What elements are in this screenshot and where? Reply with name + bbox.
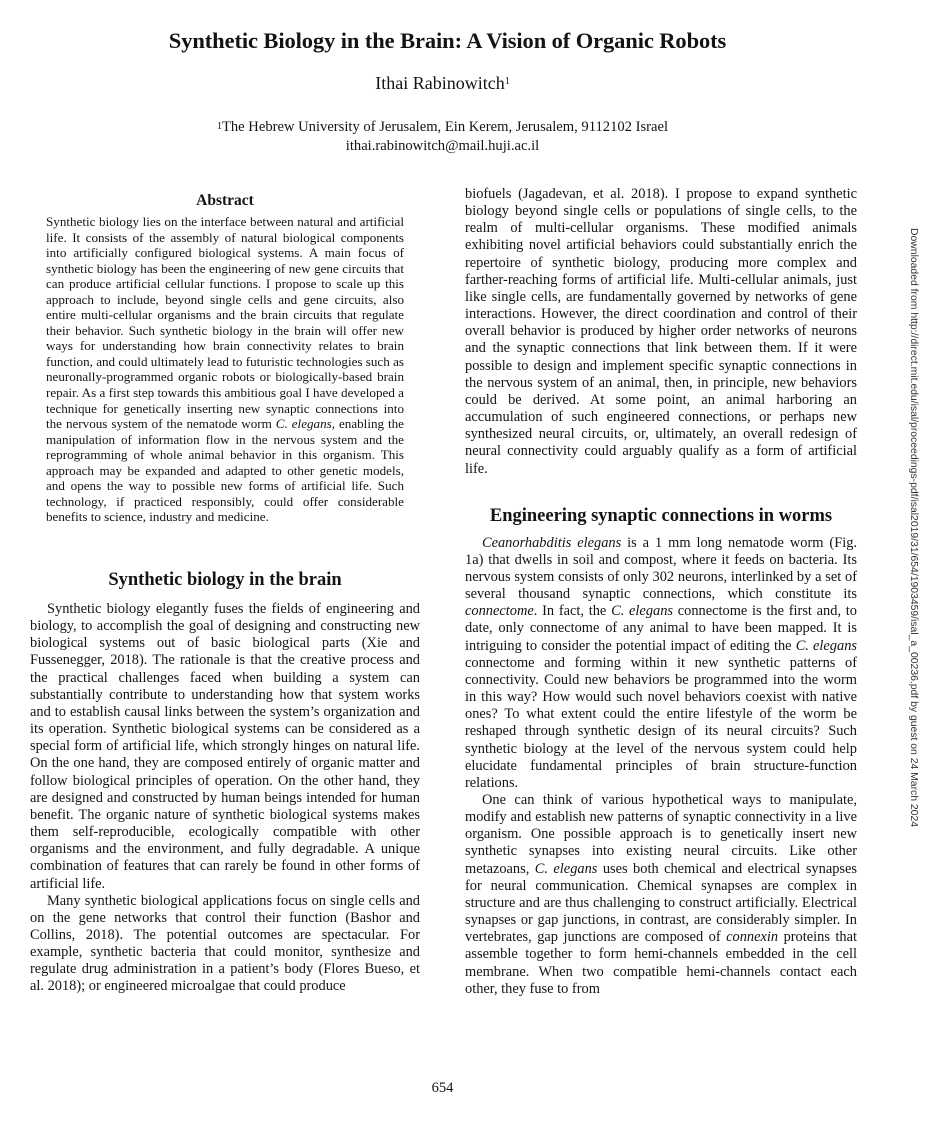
body-paragraph	[465, 792, 857, 998]
section-heading-synthetic-biology-brain: Synthetic biology in the brain	[108, 570, 342, 590]
abstract-species-name: C. elegans	[275, 416, 332, 432]
affiliation-line	[0, 118, 885, 137]
download-stamp-text: Downloaded from http://direct.mit.edu/isal/proceedings-pdf/isal2019/31/654/1903459/isal_a_00236.pdf by guest on 24 March 2024	[908, 228, 919, 828]
author-line	[0, 72, 885, 94]
term-connexin: connexin	[726, 929, 779, 946]
body-paragraph: Synthetic biology elegantly fuses the fields of engineering and biology, to accomplish the goal of designing and constructing new biological systems out of basic biological parts (Xie and Fussenegger, 2018). The rationale is that the creative process and the practical challenges faced when building a system can substantially contribute to understanding how that system works and to establish causal links between the system’s organization and its operation. Synthetic biological systems can be considered as a special form of artificial life, which strongly hinges on natural life. On the one hand, they are composed entirely of organic matter and follow biological principles of operation. On the other hand, they are designed and constructed by human beings intended for human benefit. The organic nature of synthetic biological systems makes them self-reproducible, ecologically compatible with other organisms and the environment, and fully degradable. A unique combination of features that can rarely be found in other forms of artificial life.	[30, 601, 420, 892]
section-heading-engineering-synaptic-connections: Engineering synaptic connections in worms	[489, 505, 833, 526]
download-stamp	[907, 228, 919, 828]
abstract-text-part: , enabling the manipulation of information flow in the nervous system and the reprogramming of whole animal behavior in this organism. This approach may be expanded and adapted to other genetic models, and opens the way to possible new forms of artificial life. Such technology, if practiced responsibly, could offer considerable benefits to science, industry and medicine.	[46, 416, 404, 525]
author-affiliation-marker: 1	[504, 76, 510, 87]
body-paragraph-continued: biofuels (Jagadevan, et al. 2018). I propose to expand synthetic biology beyond single cells or populations of single cells, to the realm of multi-cellular organisms. These modified animals exhibiting novel artificial behaviors could substantially enrich the repertoire of synthetic biology, producing more complex and farther-reaching forms of artificial life. Multi-cellular animals, just like single cells, are fundamentally governed by networks of gene interactions. However, the direct coordination and control of their overall behavior is produced by higher order networks of neurons and the synaptic connections that link between them. If it were possible to design and implement specific synaptic connections in the nervous system of an animal, then, in principle, new behaviors could be derived. At some point, an animal harboring an accumulation of such engineered connections, or perhaps new synthesized neural circuits, or, ultimately, an overall redesign of neural connectivity could arguably qualify as a form of artificial life.	[465, 186, 857, 477]
text-run: proteins that assemble together to form hemi-channels embedded in the cell membrane. When two compatible hemi-channels contact each other, they fuse to from	[465, 929, 858, 997]
author-email[interactable]: ithai.rabinowitch@mail.huji.ac.il	[345, 138, 540, 154]
species-name: Ceanorhabditis elegans	[482, 534, 622, 551]
page-number: 654	[431, 1080, 454, 1096]
abstract-heading: Abstract	[196, 192, 254, 209]
body-paragraph	[465, 535, 857, 792]
abstract-text	[46, 214, 404, 525]
text-run: connectome and forming within it new synthetic patterns of connectivity. Could new behaviors be programmed into the worm in this way? How would such novel behaviors coexist with native ones? To what extent could the entire lifestyle of the worm be reshaped through synthetic design of its neural circuits? Such synthetic biology at the level of the nervous system could help elucidate fundamental principles of brain structure-function relations.	[465, 654, 857, 791]
affiliation-text: The Hebrew University of Jerusalem, Ein Kerem, Jerusalem, 9112102 Israel	[221, 119, 669, 135]
affiliation-block	[0, 118, 885, 156]
text-run: One can think of various hypothetical ways to manipulate, modify and establish new patterns of synaptic connectivity in a live organism. One possible approach is to genetically insert new synthetic synapses into existing neural circuits. Like other metazoans,	[465, 792, 857, 877]
species-name: C. elegans	[534, 860, 598, 877]
body-paragraph: Many synthetic biological applications focus on single cells and on the gene networks that control their function (Bashor and Collins, 2018). The potential outcomes are spectacular. For example, synthetic bacteria that could monitor, synthesize and regulate drug administration in a patient’s body (Flores Bueso, et al. 2018); or engineered microalgae that could produce	[30, 892, 420, 995]
abstract-text-part: Synthetic biology lies on the interface between natural and artificial life. It consists of the assembly of natural biological components into artificially configured biological systems. A main focus of synthetic biology has been the engineering of new gene circuits that can produce artificial cellular functions. I propose to scale up this approach to include, beyond single cells and gene circuits, also entire multi-cellular organisms and the brain circuits that regulate their behavior. Such synthetic biology in the brain will offer new ways for understanding how brain connectivity relates to brain function, and could ultimately lead to futuristic technologies such as neuronally-programmed organic robots or biologically-based brain repair. As a first step towards this ambitious goal I have developed a technique for genetically inserting new synaptic connections into the nervous system of the nematode worm	[46, 214, 404, 432]
paper-title: Synthetic Biology in the Brain: A Vision of Organic Robots	[168, 28, 727, 53]
affiliation-marker: 1	[216, 121, 222, 132]
text-run: is a 1 mm long nematode worm (Fig. 1a) that dwells in soil and compost, where it feeds on bacteria. Its nervous system consists of only 302 neurons, interlinked by a set of several thousand synaptic connections, which constitute its	[465, 534, 857, 603]
right-column	[465, 186, 857, 998]
left-column	[30, 568, 420, 996]
text-run: connectome is the first and, to date, only connectome of any animal to have been mapped. It is intriguing to consider the potential impact of editing the	[465, 603, 857, 654]
species-name: C. elegans	[611, 603, 674, 620]
author-name: Ithai Rabinowitch	[375, 73, 505, 93]
text-run: . In fact, the	[533, 603, 612, 620]
text-run: uses both chemical and electrical synapses for neural communication. Chemical synapses are complex in structure and are thus challenging to construct artificially. Electrical synapses or gap junctions, in contrast, are considerably simpler. In vertebrates, gap junctions are composed of	[465, 860, 857, 946]
abstract-section	[46, 191, 404, 525]
term-connectome: connectome	[465, 603, 534, 620]
species-name: C. elegans	[795, 637, 857, 654]
